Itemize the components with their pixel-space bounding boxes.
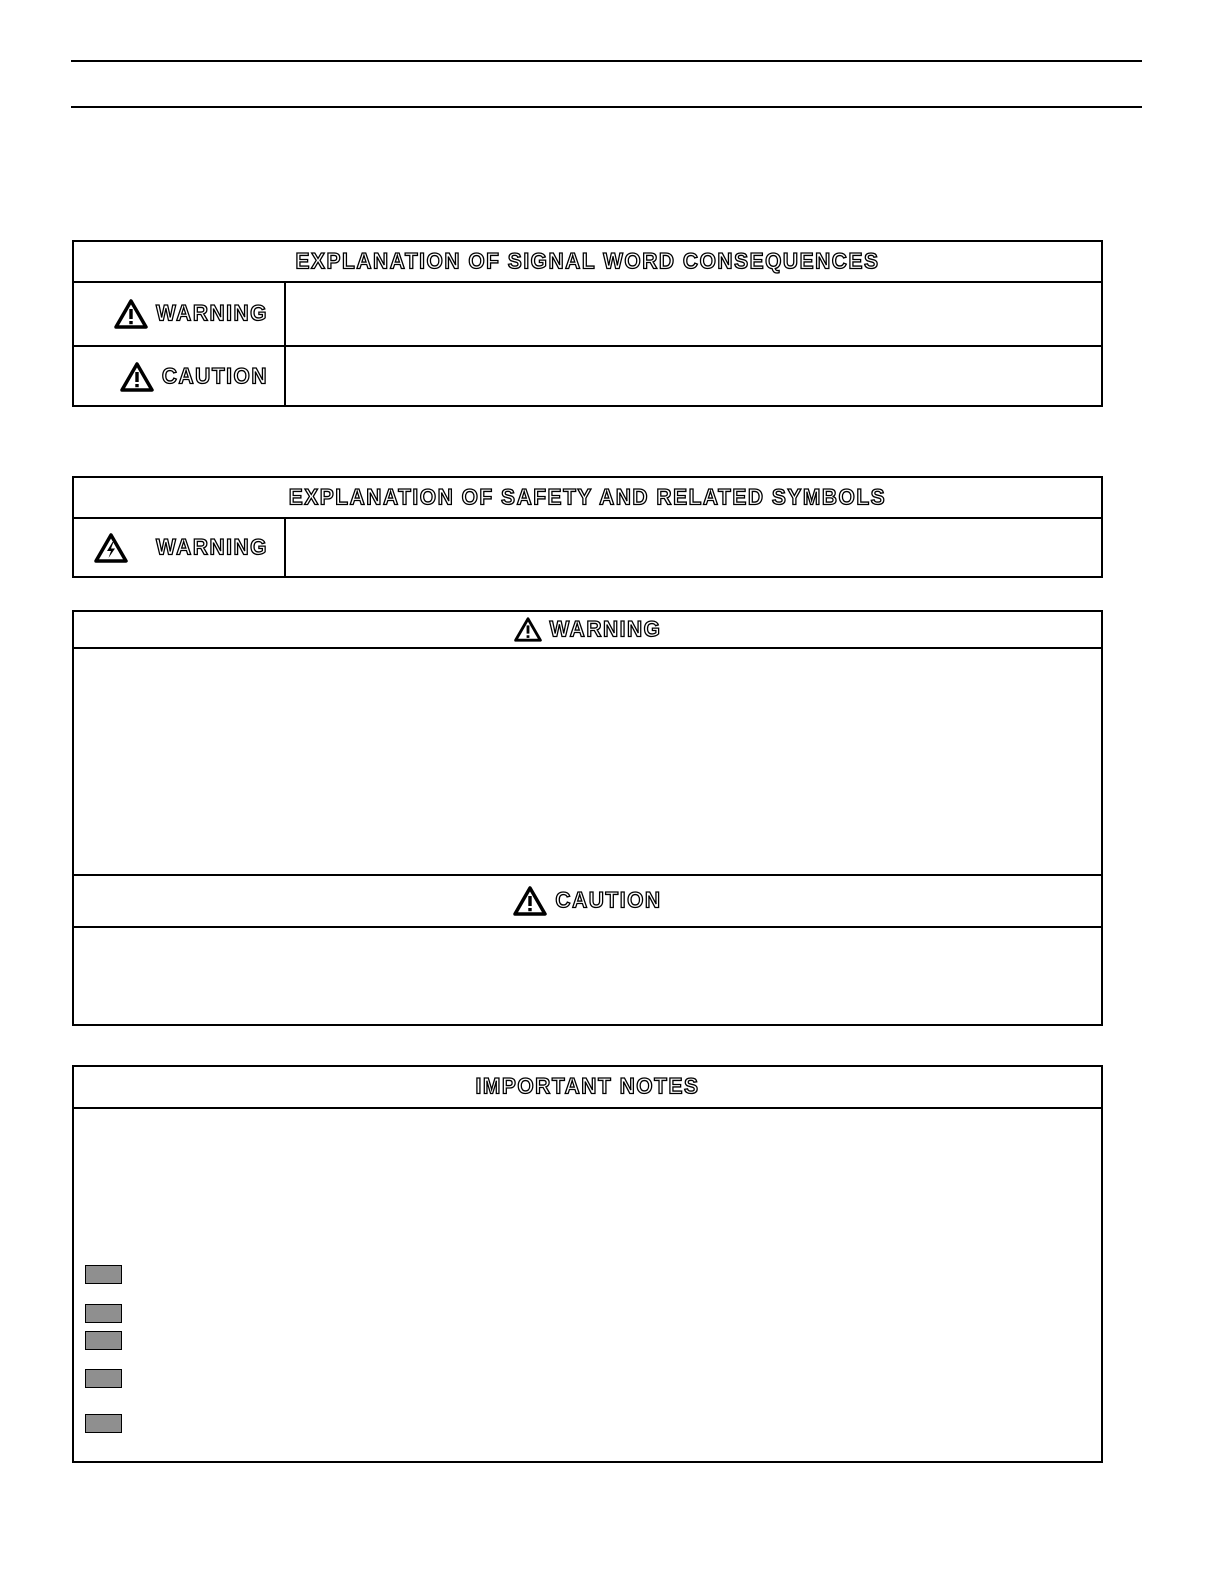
important-notes-title: IMPORTANT NOTES [475,1074,700,1099]
warning-block-heading: WARNING [549,616,662,642]
signal-word-title: EXPLANATION OF SIGNAL WORD CONSEQUENCES [295,248,880,274]
warning-block-header [74,612,1101,649]
top-rule [71,60,1142,62]
note-swatch [85,1331,122,1350]
caution-label: CAUTION [161,364,268,389]
safety-row-warning [74,519,1101,576]
signal-word-table [72,240,1103,407]
note-swatch [85,1304,122,1323]
important-notes-box [72,1065,1103,1463]
signal-description [286,283,1101,345]
safety-description [286,519,1101,576]
important-notes-header [74,1067,1101,1109]
electrical-hazard-icon [94,533,128,563]
note-swatch [85,1265,122,1284]
warning-triangle-icon [120,362,154,392]
safety-symbols-table [72,476,1103,578]
warning-block-body [74,649,1101,876]
signal-row-warning [74,283,1101,345]
warning-caution-block [72,610,1103,1026]
warning-triangle-icon [114,299,148,329]
safety-symbols-title: EXPLANATION OF SAFETY AND RELATED SYMBOLS [288,484,887,510]
safety-label-cell [74,519,286,576]
safety-warning-label: WARNING [156,534,268,560]
signal-row-caution [74,345,1101,407]
warning-triangle-icon [514,617,542,642]
note-swatch [85,1369,122,1388]
safety-symbols-header [74,478,1101,519]
second-rule [71,106,1142,108]
note-swatch [85,1414,122,1433]
caution-block-heading: CAUTION [555,888,662,913]
signal-description [286,347,1101,407]
warning-label: WARNING [156,301,268,326]
caution-block-header [74,876,1101,928]
signal-label-cell [74,347,286,407]
signal-label-cell [74,283,286,345]
warning-triangle-icon [513,886,547,916]
signal-word-header [74,242,1101,283]
